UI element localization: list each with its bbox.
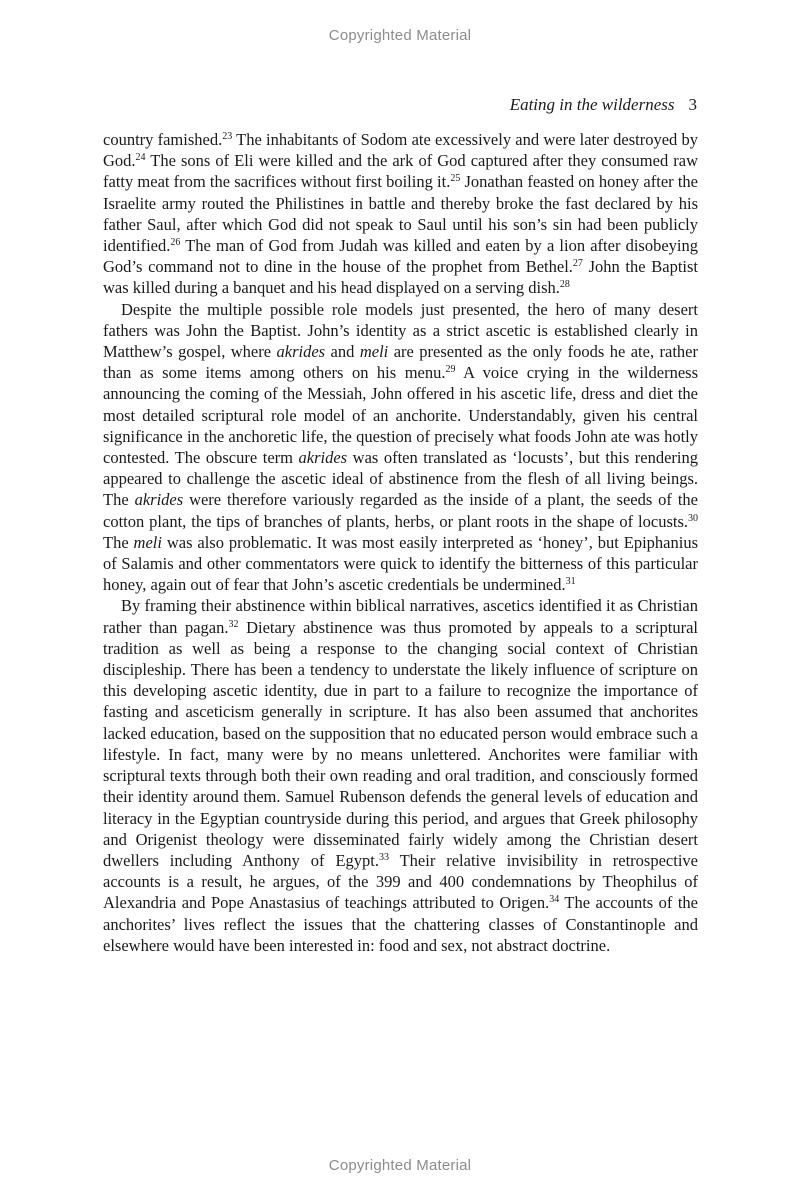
text-run: The man of God from Judah was killed and eaten by a lion after disobeying God’s command not to dine in the house of the prophet from Bethel. — [103, 236, 698, 277]
text-run: and — [325, 342, 360, 362]
footnote-marker: 29 — [445, 364, 456, 376]
footnote-marker: 30 — [688, 512, 698, 524]
text-run: Dietary abstinence was thus promoted by appeals to a scriptural tradition as well as being a response to the changing social context of Christian discipleship. There has been a tendency to understate the likely influence of scripture on this developing ascetic identity, due in part to a failure to recognize the importance of fasting and asceticism generally in scripture. It has also been assumed that anchorites lacked education, based on the supposition that no educated person would embrace such a lifestyle. In fact, many were by no means unlettered. Anchorites were familiar with scriptural texts through both their own reading and oral tradition, and consciously formed their identity around them. Samuel Rubenson defends the general levels of education and literacy in the Egyptian countryside during this period, and argues that Greek philosophy and Origenist theology were disseminated fairly widely among the Christian desert dwellers including Anthony of Egypt. — [103, 617, 698, 870]
footnote-marker: 34 — [549, 894, 560, 906]
paragraph — [103, 129, 698, 299]
footnote-marker: 32 — [228, 618, 239, 630]
text-run: are presented as the only foods he ate, rather than as some items among others on his menu. — [103, 342, 698, 383]
text-run: was often translated as ‘locusts’, but this rendering appeared to challenge the ascetic ideal of abstinence from the flesh of all living beings. The — [103, 448, 699, 510]
italic-term: meli — [359, 342, 389, 362]
paragraph — [103, 595, 698, 955]
text-run: were therefore variously regarded as the inside of a plant, the seeds of the cotton plant, the tips of branches of plants, herbs, or plant roots in the shape of locusts. — [103, 490, 699, 531]
copyright-watermark-top: Copyrighted Material — [328, 27, 472, 44]
text-run: Despite the multiple possible role models just presented, the hero of many desert fathers was John the Baptist. John’s identity as a strict ascetic is established clearly in Matthew’s gospel, where — [103, 299, 698, 362]
text-run: By framing their abstinence within biblical narratives, ascetics identified it as Christian rather than pagan. — [103, 596, 698, 637]
footnote-marker: 26 — [170, 237, 181, 249]
italic-term: akrides — [298, 448, 348, 468]
text-run: Jonathan feasted on honey after the Israelite army routed the Philistines in battle and thereby broke the fast declared by his father Saul, after which God did not speak to Saul until his son’s sin had been publicly identified. — [103, 172, 698, 256]
text-run: was also problematic. It was most easily interpreted as ‘honey’, but Epiphanius of Salamis and other commentators were quick to identify the bitterness of this particular honey, again out of fear that John’s ascetic credentials be undermined. — [103, 532, 699, 595]
italic-term: meli — [133, 532, 162, 552]
running-title: Eating in the wilderness — [509, 95, 675, 114]
text-run: Their relative invisibility in retrospective accounts is a result, he argues, of the 399 and 400 condemnations by Theophilus of Alexandria and Pope Anastasius of teachings attributed to Origen. — [103, 850, 698, 913]
footnote-marker: 28 — [559, 279, 570, 291]
text-run: The — [103, 532, 134, 552]
body-text — [103, 129, 698, 956]
paragraph — [103, 299, 698, 596]
text-run: The accounts of the anchorites’ lives reflect the issues that the chattering classes of Constantinople and elsewhere would have been interested in: food and sex, not abstract doctrine. — [103, 893, 698, 955]
running-header — [510, 95, 697, 115]
text-run: John the Baptist was killed during a banquet and his head displayed on a serving dish. — [103, 257, 698, 298]
footnote-marker: 23 — [222, 131, 233, 142]
footnote-marker: 25 — [450, 173, 461, 185]
text-run: The sons of Eli were killed and the ark of God captured after they consumed raw fatty meat from the sacrifices without first boiling it. — [103, 151, 698, 192]
text-run: A voice crying in the wilderness announcing the coming of the Messiah, John offered in his ascetic life, dress and diet the most detailed scriptural role model of an anchorite. Understandably, given his central significance in the anchoretic life, the question of precisely what foods John ate was hotly contested. The obscure term — [103, 363, 699, 468]
text-run: country famished. — [103, 130, 223, 149]
copyright-watermark-bottom: Copyrighted Material — [328, 1157, 472, 1174]
footnote-marker: 31 — [565, 576, 576, 588]
footnote-marker: 24 — [135, 152, 146, 164]
text-run: The inhabitants of Sodom ate excessively and were later destroyed by God. — [103, 130, 699, 171]
italic-term: akrides — [276, 342, 326, 362]
footnote-marker: 27 — [572, 258, 583, 270]
page-number: 3 — [688, 95, 697, 114]
italic-term: akrides — [134, 490, 184, 510]
footnote-marker: 33 — [378, 851, 389, 863]
